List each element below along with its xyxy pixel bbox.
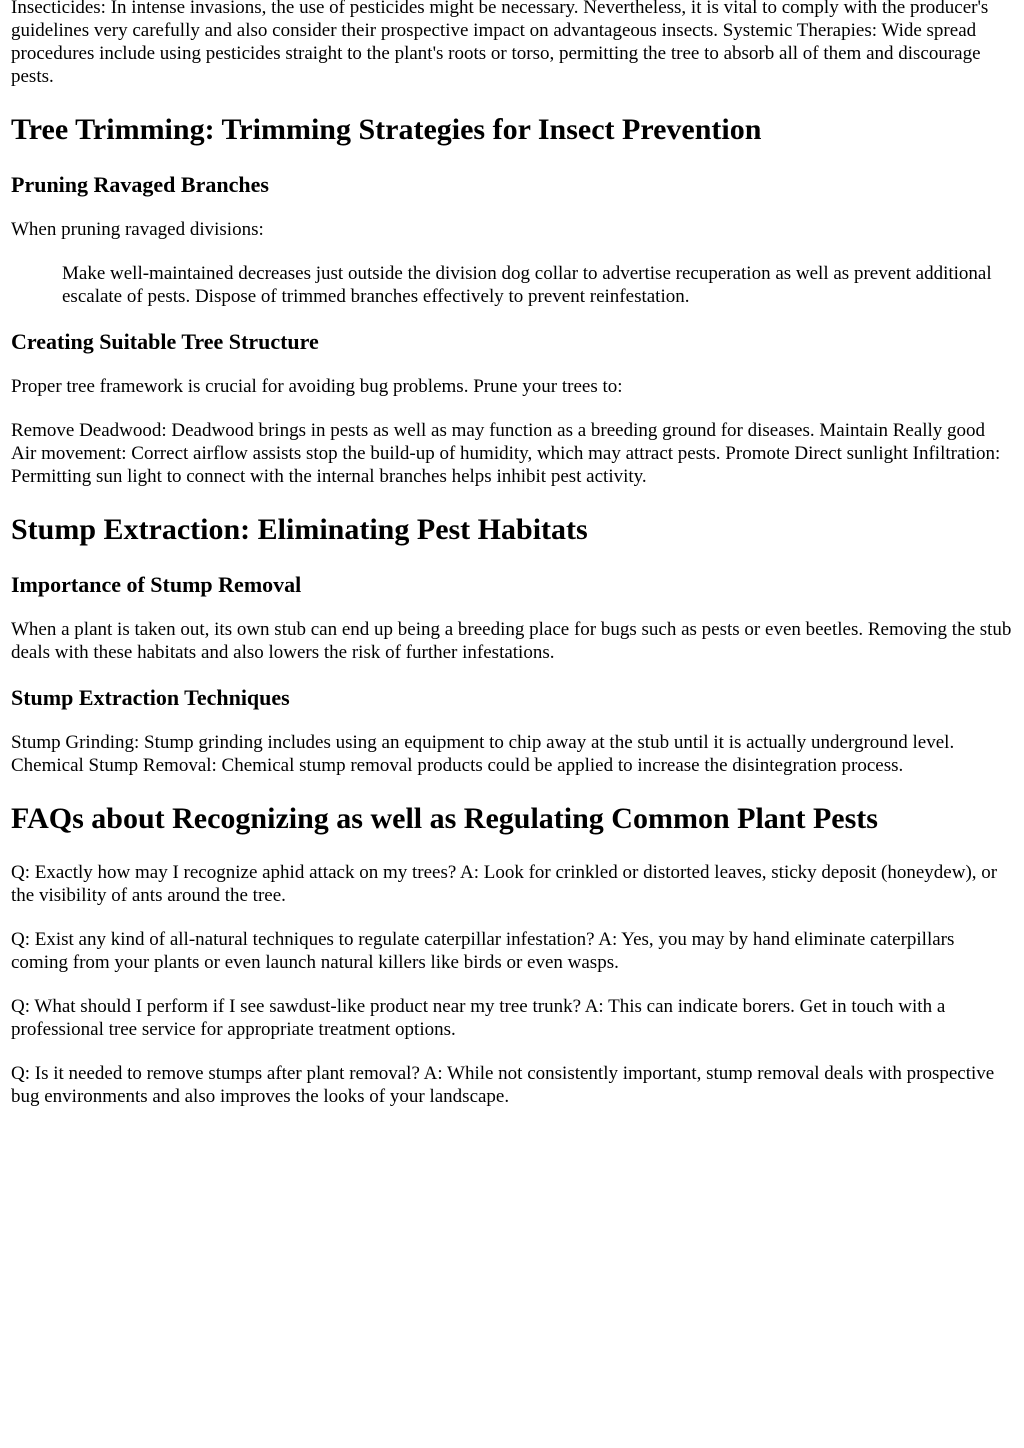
section-heading-stump-extraction: Stump Extraction: Eliminating Pest Habitats [11, 513, 588, 546]
subheading-pruning-ravaged-branches: Pruning Ravaged Branches [11, 172, 269, 197]
section-heading-tree-trimming: Tree Trimming: Trimming Strategies for Insect Prevention [11, 113, 762, 146]
stump-techniques-paragraph: Stump Grinding: Stump grinding includes using an equipment to chip away at the stub until it is actually underground level. Chemical Stump Removal: Chemical stump removal products could be applied to increase the disintegration process. [11, 732, 955, 776]
faq-item: Q: Is it needed to remove stumps after plant removal? A: While not consistently important, stump removal deals with prospective bug environments and also improves the looks of your landscape. [11, 1063, 995, 1107]
section-heading-faqs: FAQs about Recognizing as well as Regulating Common Plant Pests [11, 802, 878, 835]
subheading-stump-techniques: Stump Extraction Techniques [11, 685, 290, 710]
faq-item: Q: Exactly how may I recognize aphid attack on my trees? A: Look for crinkled or distorted leaves, sticky deposit (honeydew), or the visibility of ants around the tree. [11, 862, 998, 906]
tree-structure-details-paragraph: Remove Deadwood: Deadwood brings in pests as well as may function as a breeding ground for diseases. Maintain Really good Air movement: Correct airflow assists stop the build-up of humidity, which may attract pests. Promote Direct sunlight Infiltration: Permitting sun light to connect with the internal branches helps inhibit pest activity. [11, 420, 1001, 487]
faq-item: Q: Exist any kind of all-natural techniques to regulate caterpillar infestation? A: Yes, you may by hand eliminate caterpillars coming from your plants or even launch natural killers like birds or even wasps. [11, 929, 955, 973]
tree-structure-intro-paragraph: Proper tree framework is crucial for avoiding bug problems. Prune your trees to: [11, 376, 623, 397]
pruning-intro-paragraph: When pruning ravaged divisions: [11, 219, 264, 240]
intro-paragraph: Insecticides: In intense invasions, the use of pesticides might be necessary. Nevertheless, it is vital to comply with the producer's guidelines very carefully and also consider their prospective impact on advantageous insects. Systemic Therapies: Wide spread procedures include using pesticides straight to the plant's roots or torso, permitting the tree to absorb all of them and discourage pests. [11, 0, 989, 87]
pruning-blockquote: Make well-maintained decreases just outside the division dog collar to advertise recuperation as well as prevent additional escalate of pests. Dispose of trimmed branches effectively to prevent reinfestation. [62, 263, 992, 307]
faq-item: Q: What should I perform if I see sawdust-like product near my tree trunk? A: This can indicate borers. Get in touch with a professional tree service for appropriate treatment options. [11, 996, 946, 1040]
subheading-stump-removal-importance: Importance of Stump Removal [11, 572, 302, 597]
subheading-tree-structure: Creating Suitable Tree Structure [11, 329, 319, 354]
stump-removal-paragraph: When a plant is taken out, its own stub can end up being a breeding place for bugs such as pests or even beetles. Removing the stub deals with these habitats and also lowers the risk of further infestations. [11, 619, 1012, 663]
